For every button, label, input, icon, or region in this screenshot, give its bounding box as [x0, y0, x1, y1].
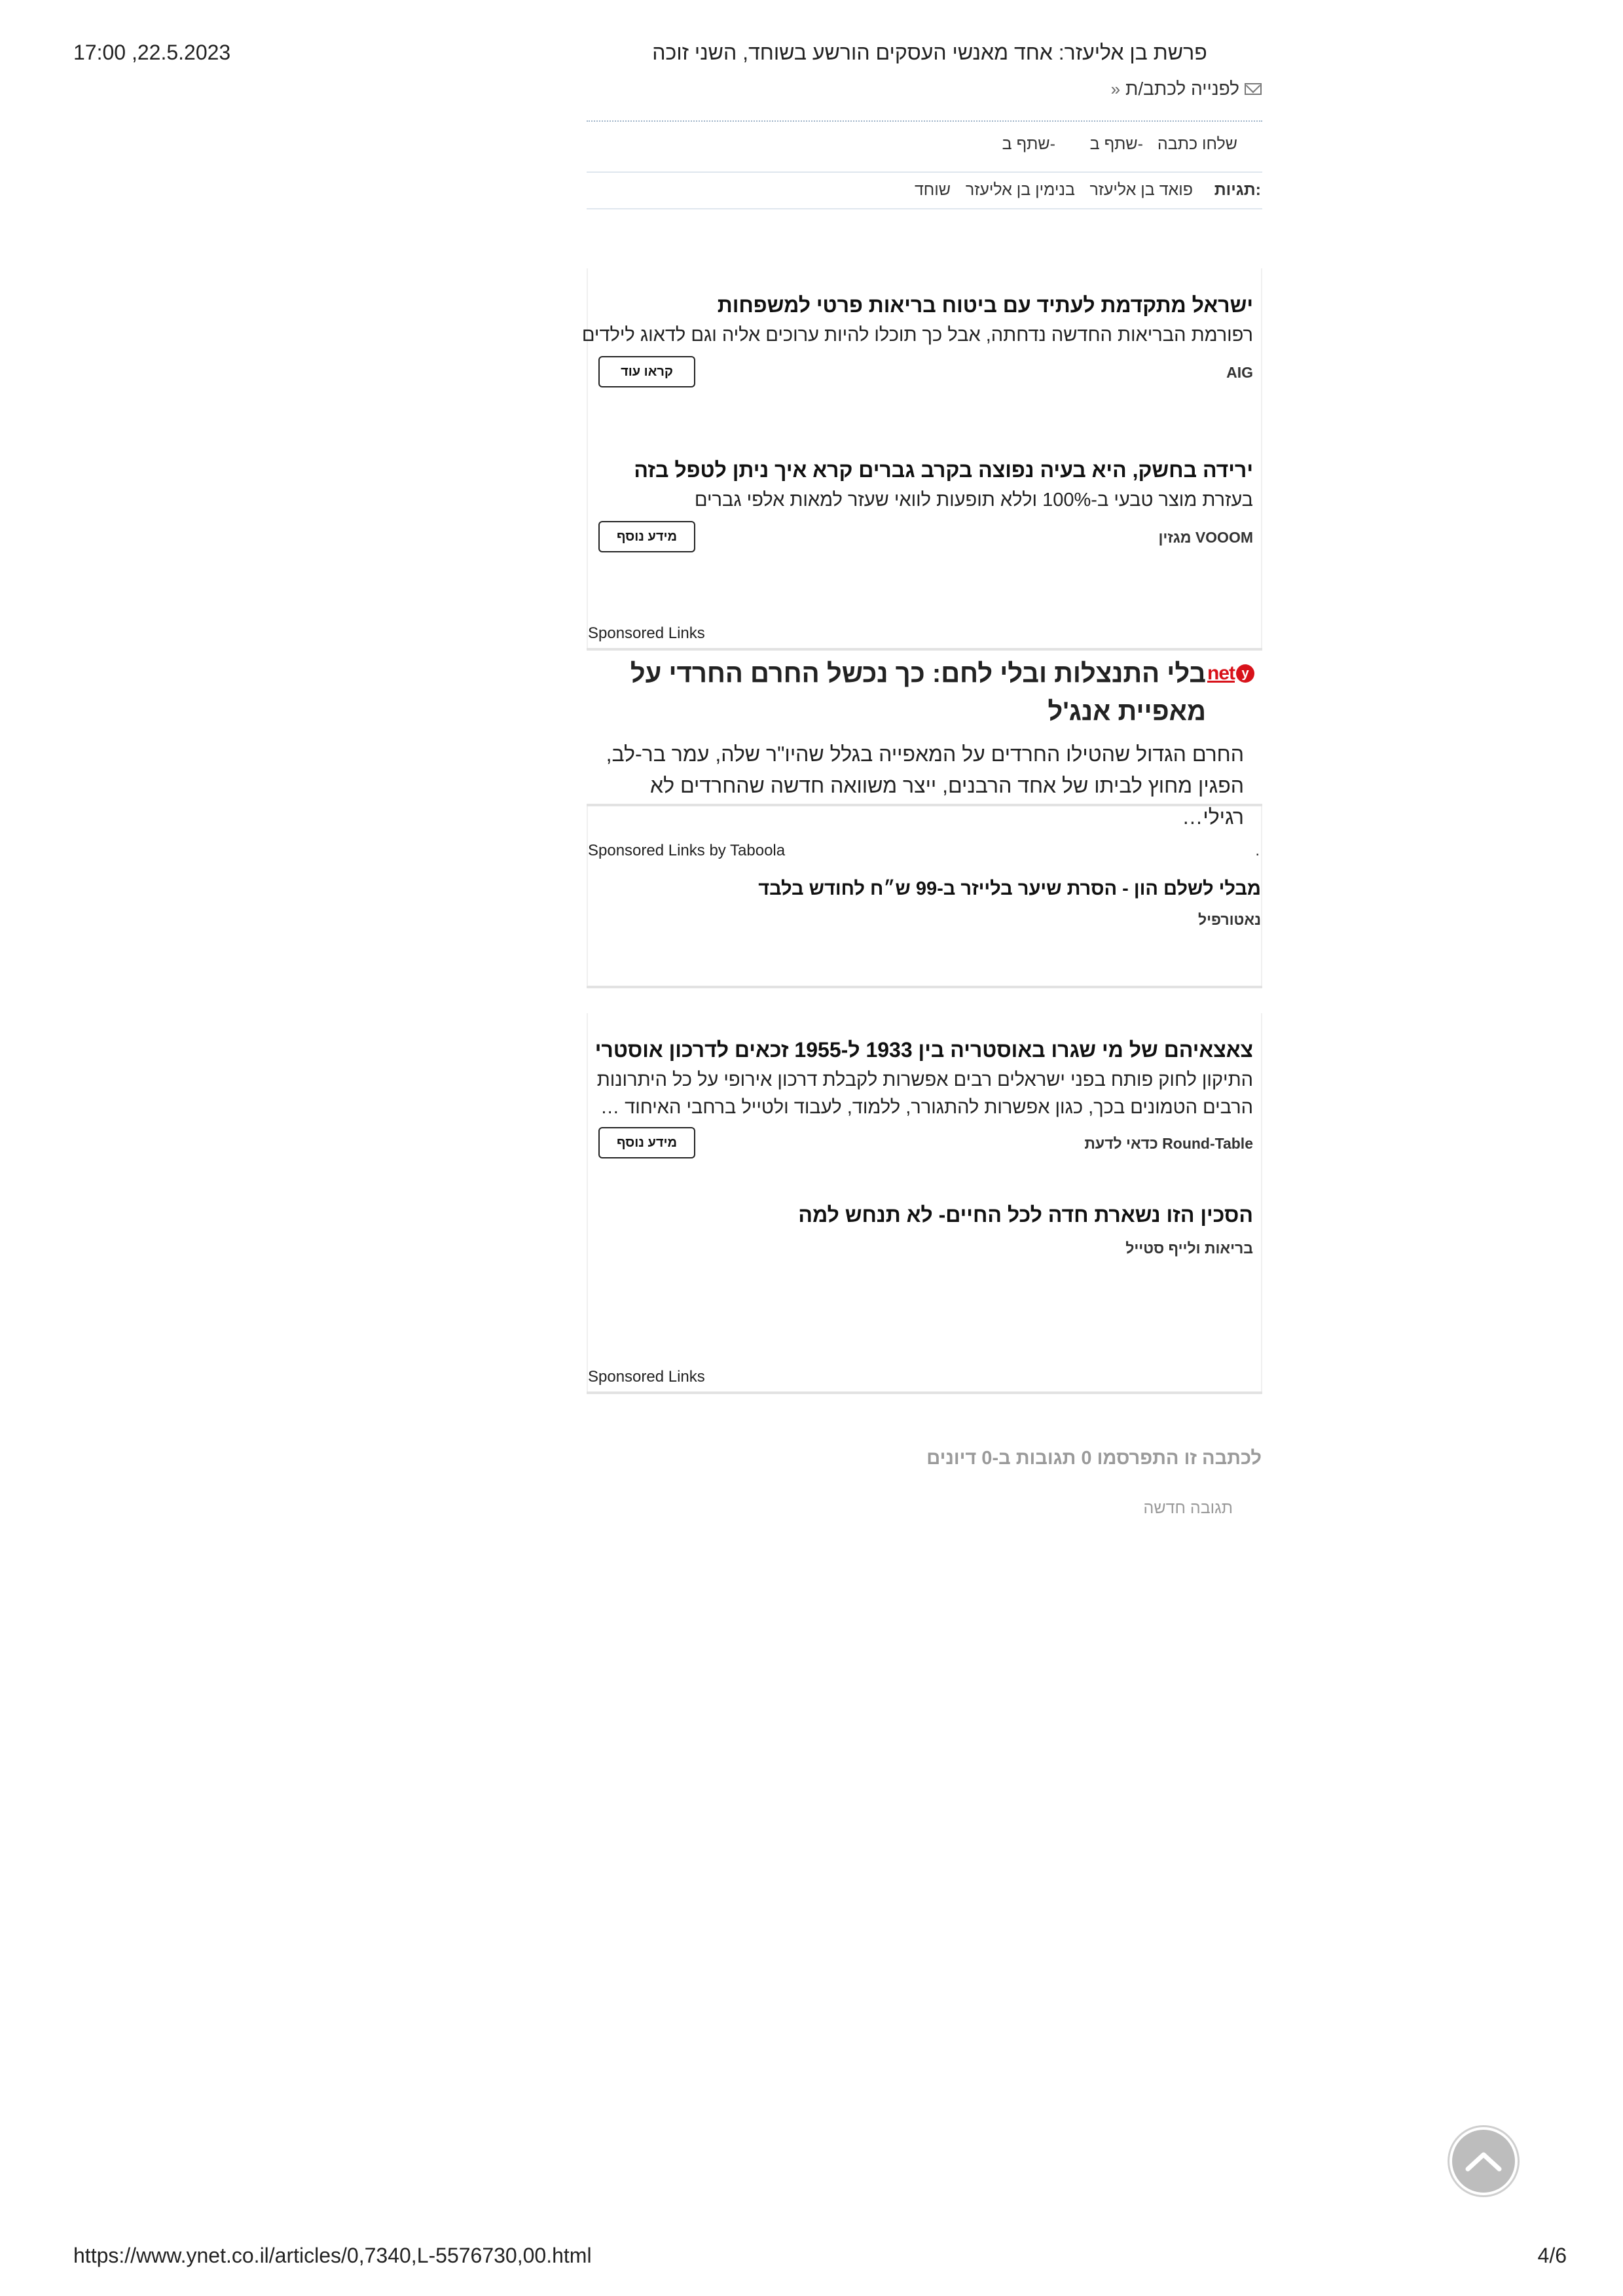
scroll-to-top-button[interactable]	[1450, 2127, 1518, 2195]
promo-title[interactable]: בלי התנצלות ובלי לחם: כך נכשל החרם החרדי על מאפיית אנג'ל	[630, 659, 1206, 726]
print-page-number: 4/6	[1537, 2244, 1567, 2267]
ad-title[interactable]: ירידה בחשק, היא בעיה נפוצה בקרב גברים קרא איך ניתן לטפל בזה	[634, 458, 1253, 482]
print-page-title: פרשת בן אליעזר: אחד מאנשי העסקים הורשע בשוחד, השני זוכה	[652, 41, 1207, 64]
tag-link[interactable]: בנימין בן אליעזר	[965, 181, 1075, 199]
send-article-link[interactable]: שלחו כתבה	[1157, 135, 1237, 153]
chevron-up-icon	[1463, 2148, 1504, 2174]
divider	[587, 171, 1262, 173]
taboola-dot: .	[1255, 842, 1260, 859]
divider	[587, 1391, 1262, 1394]
share-link-2[interactable]: שתף ב-	[1002, 135, 1055, 153]
read-more-button[interactable]: קראו עוד	[598, 356, 695, 387]
ynet-promo-card[interactable]	[587, 655, 1262, 829]
share-link-1[interactable]: שתף ב-	[1089, 135, 1143, 153]
envelope-icon	[1245, 83, 1262, 95]
ad-brand: VOOOM מגזין	[1158, 529, 1253, 546]
more-info-button[interactable]: מידע נוסף	[598, 521, 695, 552]
divider	[587, 986, 1262, 988]
ad-brand: בריאות ולייף סטייל	[1125, 1240, 1253, 1257]
more-info-button[interactable]: מידע נוסף	[598, 1127, 695, 1158]
contact-reporter-link[interactable]	[1111, 79, 1262, 99]
contact-reporter-label: לפנייה לכתב/ת	[1125, 79, 1239, 99]
taboola-sponsored-label[interactable]: Sponsored Links by Taboola	[588, 842, 786, 859]
ad-brand: AIG	[1226, 364, 1253, 381]
ad-title[interactable]: הסכין הזו נשארת חדה לכל החיים- לא תנחש למה	[798, 1203, 1253, 1227]
ad-description[interactable]: הרבים הטמונים בכך, כגון אפשרות להתגורר, ללמוד, לעבוד ולטייל ברחבי האיחוד …	[600, 1097, 1253, 1118]
promo-description[interactable]: החרם הגדול שהטילו החרדים על המאפייה בגלל שהיו"ר שלה, עמר בר-לב, הפגין מחוץ לביתו של אחד הרבנים, ייצר משוואה חדשה שהחרדים לא רגילי…	[606, 742, 1244, 829]
taboola-block	[587, 806, 1262, 987]
tags-label: תגיות:	[1214, 181, 1261, 199]
ad-description[interactable]: רפורמת הבריאות החדשה נדחתה, אבל כך תוכלו להיות ערוכים אליה וגם לדאוג לילדים	[581, 325, 1253, 346]
sponsored-links-label[interactable]: Sponsored Links	[588, 1368, 705, 1386]
tags-bar	[587, 175, 1262, 207]
ad-title[interactable]: ישראל מתקדמת לעתיד עם ביטוח בריאות פרטי למשפחות	[717, 293, 1253, 317]
print-url: https://www.ynet.co.il/articles/0,7340,L-5576730,00.html	[73, 2244, 592, 2267]
ad-description[interactable]: התיקון לחוק פותח בפני ישראלים רבים אפשרות לקבלת דרכון אירופי על כל היתרונות	[596, 1069, 1253, 1090]
ad-title[interactable]: מבלי לשלם הון - הסרת שיער בלייזר ב-99 ש״ח לחודש בלבד	[758, 878, 1261, 899]
divider	[587, 120, 1262, 122]
ad-title[interactable]: צאצאיהם של מי שגרו באוסטריה בין 1933 ל-1955 זכאים לדרכון אוסטרי	[594, 1038, 1253, 1062]
sponsored-ads-block	[581, 268, 1262, 649]
tag-link[interactable]: פואד בן אליעזר	[1089, 181, 1193, 199]
ynet-logo: net y	[1207, 662, 1254, 685]
talkback-count: לכתבה זו התפרסמו 0 תגובות ב-0 דיונים	[926, 1448, 1262, 1469]
ad-brand: Round-Table כדאי לדעת	[1084, 1135, 1253, 1152]
divider	[587, 208, 1262, 209]
sponsored-links-label[interactable]: Sponsored Links	[588, 624, 705, 642]
ad-brand: נאטורפיל	[1197, 911, 1261, 928]
ad-description[interactable]: בעזרת מוצר טבעי ב-100% וללא תופעות לוואי שעזר למאות אלפי גברים	[694, 490, 1253, 511]
divider	[587, 648, 1262, 651]
print-datetime: 17:00 ,22.5.2023	[73, 41, 231, 64]
new-talkback-link[interactable]: תגובה חדשה	[1143, 1499, 1233, 1517]
share-bar	[587, 124, 1262, 171]
double-chevron-left-icon: «	[1110, 79, 1121, 99]
sponsored-ads-block	[587, 1013, 1262, 1393]
tag-link[interactable]: שוחד	[914, 181, 951, 199]
